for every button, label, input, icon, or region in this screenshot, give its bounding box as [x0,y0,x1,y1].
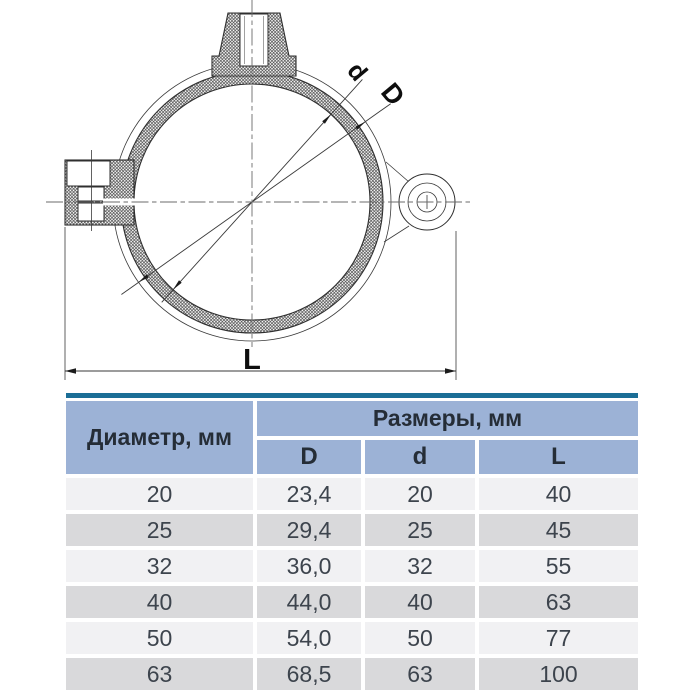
divider-bar [66,393,638,398]
table-header-sizes: Размеры, мм [257,401,638,436]
table-cell: 77 [479,622,638,654]
table-cell: 55 [479,550,638,582]
table-cell: 40 [66,586,253,618]
table-cell: 23,4 [257,478,361,510]
dimension-line-d [162,79,363,302]
table-cell: 50 [66,622,253,654]
table-header-diameter: Диаметр, мм [66,401,253,474]
table-header-col-D: D [257,440,361,474]
table-cell: 44,0 [257,586,361,618]
table-cell: 63 [479,586,638,618]
table-cell: 40 [479,478,638,510]
table-cell: 68,5 [257,658,361,690]
table-cell: 63 [66,658,253,690]
table-cell: 100 [479,658,638,690]
sizes-table [66,401,638,690]
table-cell: 29,4 [257,514,361,546]
table-cell: 45 [479,514,638,546]
left-bolt-bracket [65,150,137,231]
dimension-line-D [121,104,390,295]
table-header-col-L: L [479,440,638,474]
table-cell: 32 [365,550,475,582]
table-cell: 50 [365,622,475,654]
table-cell: 32 [66,550,253,582]
table-header-col-d: d [365,440,475,474]
table-cell: 36,0 [257,550,361,582]
table-cell: 63 [365,658,475,690]
label-inner-diameter: d [341,57,373,87]
bolt-slot [67,161,110,186]
label-length: L [243,344,261,376]
table-cell: 25 [365,514,475,546]
table-cell: 54,0 [257,622,361,654]
top-boss [212,13,296,76]
table-cell: 20 [66,478,253,510]
table-cell: 25 [66,514,253,546]
label-outer-diameter: D [375,77,411,112]
table-cell: 20 [365,478,475,510]
table-cell: 40 [365,586,475,618]
